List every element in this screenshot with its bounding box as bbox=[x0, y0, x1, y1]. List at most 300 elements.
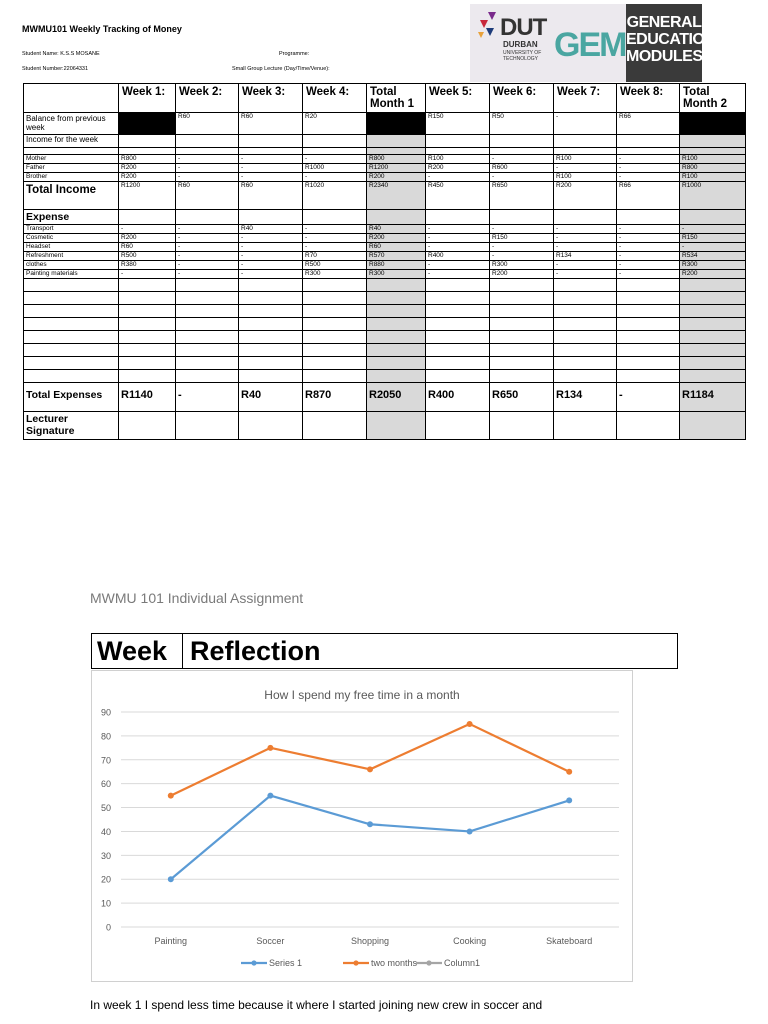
cell: R300 bbox=[367, 270, 426, 279]
header-row bbox=[24, 84, 746, 113]
empty-cell[interactable] bbox=[490, 357, 554, 370]
y-tick-label: 60 bbox=[100, 779, 111, 790]
expense-row bbox=[24, 243, 746, 252]
empty-cell[interactable] bbox=[680, 318, 746, 331]
empty-cell[interactable] bbox=[426, 279, 490, 292]
cell: R60 bbox=[239, 113, 303, 135]
cell bbox=[119, 113, 176, 135]
empty-cell[interactable] bbox=[680, 370, 746, 383]
row-label: Headset bbox=[24, 243, 119, 252]
cell: - bbox=[239, 234, 303, 243]
y-tick-label: 20 bbox=[100, 874, 111, 885]
cell: R100 bbox=[554, 173, 617, 182]
expense-row bbox=[24, 225, 746, 234]
cell: - bbox=[239, 155, 303, 164]
data-point bbox=[467, 828, 473, 834]
blank-row bbox=[24, 357, 746, 370]
cell: - bbox=[426, 261, 490, 270]
cell: R1200 bbox=[119, 182, 176, 210]
empty-cell[interactable] bbox=[303, 370, 367, 383]
cell: R1000 bbox=[303, 164, 367, 173]
empty-cell[interactable] bbox=[303, 305, 367, 318]
signature-cell[interactable] bbox=[367, 412, 426, 440]
empty-cell[interactable] bbox=[554, 318, 617, 331]
expense-row bbox=[24, 270, 746, 279]
expense-row bbox=[24, 234, 746, 243]
empty-cell[interactable] bbox=[617, 344, 680, 357]
cell: - bbox=[617, 225, 680, 234]
cell: R60 bbox=[367, 243, 426, 252]
reflection-heading: Reflection bbox=[190, 636, 321, 666]
y-tick-label: 30 bbox=[100, 850, 111, 861]
cell: - bbox=[426, 270, 490, 279]
empty-cell[interactable] bbox=[119, 279, 176, 292]
empty-cell[interactable] bbox=[176, 318, 239, 331]
income-row bbox=[24, 164, 746, 173]
cell: - bbox=[554, 164, 617, 173]
empty-cell[interactable] bbox=[24, 331, 119, 344]
cell: R200 bbox=[426, 164, 490, 173]
cell: R60 bbox=[176, 113, 239, 135]
row-label: Cosmetic bbox=[24, 234, 119, 243]
data-point bbox=[267, 793, 273, 799]
free-time-line-chart bbox=[91, 670, 633, 982]
cell: R66 bbox=[617, 182, 680, 210]
cell: - bbox=[554, 270, 617, 279]
cell: R134 bbox=[554, 383, 617, 412]
signature-cell[interactable] bbox=[490, 412, 554, 440]
empty-cell[interactable] bbox=[367, 318, 426, 331]
empty-cell[interactable] bbox=[24, 305, 119, 318]
x-tick-label: Painting bbox=[154, 936, 188, 946]
cell: R60 bbox=[119, 243, 176, 252]
cell: - bbox=[303, 155, 367, 164]
empty-cell[interactable] bbox=[680, 331, 746, 344]
cell: - bbox=[554, 243, 617, 252]
empty-cell[interactable] bbox=[24, 279, 119, 292]
empty-cell[interactable] bbox=[239, 279, 303, 292]
empty-cell[interactable] bbox=[554, 370, 617, 383]
cell: R100 bbox=[680, 155, 746, 164]
row-label: Total Income bbox=[24, 182, 119, 210]
reflection-header bbox=[91, 633, 678, 669]
dut-sub-1: DURBAN bbox=[503, 40, 538, 49]
signature-cell[interactable] bbox=[426, 412, 490, 440]
cell: R60 bbox=[176, 182, 239, 210]
blank-row bbox=[24, 370, 746, 383]
cell: - bbox=[303, 234, 367, 243]
data-point bbox=[367, 821, 373, 827]
empty-cell[interactable] bbox=[554, 331, 617, 344]
cell: R600 bbox=[490, 164, 554, 173]
cell: R100 bbox=[680, 173, 746, 182]
cell: R650 bbox=[490, 383, 554, 412]
cell: - bbox=[119, 225, 176, 234]
empty-cell[interactable] bbox=[119, 344, 176, 357]
blank-row bbox=[24, 344, 746, 357]
empty-cell[interactable] bbox=[426, 370, 490, 383]
col-header: Week 3: bbox=[239, 84, 303, 113]
cell: - bbox=[176, 270, 239, 279]
cell: R500 bbox=[119, 252, 176, 261]
col-header: Week 6: bbox=[490, 84, 554, 113]
gen-line-3: MODULES bbox=[626, 48, 703, 65]
cell bbox=[367, 113, 426, 135]
cell: R150 bbox=[680, 234, 746, 243]
dut-logo bbox=[470, 4, 548, 82]
signature-cell[interactable] bbox=[176, 412, 239, 440]
empty-cell[interactable] bbox=[490, 279, 554, 292]
cell: - bbox=[617, 164, 680, 173]
empty-cell[interactable] bbox=[426, 357, 490, 370]
week-heading: Week bbox=[92, 634, 183, 668]
empty-cell[interactable] bbox=[680, 357, 746, 370]
cell: - bbox=[617, 270, 680, 279]
row-label: Mother bbox=[24, 155, 119, 164]
cell: R70 bbox=[303, 252, 367, 261]
cell: - bbox=[176, 261, 239, 270]
blank-row bbox=[24, 279, 746, 292]
empty-cell[interactable] bbox=[176, 357, 239, 370]
cell: - bbox=[119, 270, 176, 279]
empty-cell[interactable] bbox=[680, 344, 746, 357]
empty-cell[interactable] bbox=[24, 344, 119, 357]
row-label: Painting materials bbox=[24, 270, 119, 279]
blank-row bbox=[24, 305, 746, 318]
cell: - bbox=[554, 113, 617, 135]
y-tick-label: 80 bbox=[100, 731, 111, 742]
legend-label: two months bbox=[371, 958, 418, 968]
cell: - bbox=[176, 164, 239, 173]
empty-cell[interactable] bbox=[490, 344, 554, 357]
empty-cell[interactable] bbox=[303, 357, 367, 370]
cell: R1140 bbox=[119, 383, 176, 412]
cell: R100 bbox=[426, 155, 490, 164]
row-label: Expense bbox=[24, 210, 119, 225]
empty-cell[interactable] bbox=[617, 331, 680, 344]
balance-row bbox=[24, 113, 746, 135]
cell: - bbox=[490, 173, 554, 182]
cell: R300 bbox=[680, 261, 746, 270]
cell: R2340 bbox=[367, 182, 426, 210]
cell: R40 bbox=[367, 225, 426, 234]
cell: R2050 bbox=[367, 383, 426, 412]
empty-cell[interactable] bbox=[119, 292, 176, 305]
x-tick-label: Skateboard bbox=[546, 936, 593, 946]
empty-cell[interactable] bbox=[119, 357, 176, 370]
cell: - bbox=[617, 173, 680, 182]
cell: - bbox=[176, 252, 239, 261]
y-tick-label: 90 bbox=[100, 707, 111, 718]
empty-cell[interactable] bbox=[119, 305, 176, 318]
empty-cell[interactable] bbox=[303, 318, 367, 331]
signature-cell[interactable] bbox=[119, 412, 176, 440]
empty-cell[interactable] bbox=[554, 279, 617, 292]
col-header: Week 8: bbox=[617, 84, 680, 113]
cell: R40 bbox=[239, 383, 303, 412]
empty-cell[interactable] bbox=[490, 305, 554, 318]
cell: R50 bbox=[490, 113, 554, 135]
empty-cell[interactable] bbox=[490, 318, 554, 331]
cell: R200 bbox=[119, 164, 176, 173]
empty-cell[interactable] bbox=[239, 370, 303, 383]
empty-cell[interactable] bbox=[176, 370, 239, 383]
cell: - bbox=[680, 225, 746, 234]
blank-row bbox=[24, 331, 746, 344]
dut-sub-3: TECHNOLOGY bbox=[503, 56, 539, 62]
cell: R100 bbox=[554, 155, 617, 164]
cell: R200 bbox=[119, 234, 176, 243]
legend-marker bbox=[426, 960, 431, 965]
total-income-row bbox=[24, 182, 746, 210]
empty-cell[interactable] bbox=[554, 305, 617, 318]
data-point bbox=[267, 745, 273, 751]
cell: - bbox=[617, 383, 680, 412]
col-header: Week 7: bbox=[554, 84, 617, 113]
cell bbox=[680, 113, 746, 135]
y-tick-label: 40 bbox=[100, 826, 111, 837]
cell: - bbox=[239, 243, 303, 252]
cell: R200 bbox=[554, 182, 617, 210]
cell: R200 bbox=[367, 234, 426, 243]
empty-cell[interactable] bbox=[303, 344, 367, 357]
cell: - bbox=[239, 270, 303, 279]
cell: R200 bbox=[119, 173, 176, 182]
row-label: Total Expenses bbox=[24, 383, 119, 412]
x-tick-label: Soccer bbox=[256, 936, 285, 946]
cell: - bbox=[617, 261, 680, 270]
data-point bbox=[566, 797, 572, 803]
empty-cell[interactable] bbox=[24, 292, 119, 305]
cell: - bbox=[239, 164, 303, 173]
cell: R40 bbox=[239, 225, 303, 234]
empty-cell[interactable] bbox=[24, 318, 119, 331]
empty-cell[interactable] bbox=[490, 370, 554, 383]
empty-cell[interactable] bbox=[176, 344, 239, 357]
cell: R300 bbox=[303, 270, 367, 279]
cell: - bbox=[490, 225, 554, 234]
data-point bbox=[168, 793, 174, 799]
empty-cell[interactable] bbox=[367, 331, 426, 344]
empty-cell[interactable] bbox=[24, 370, 119, 383]
cell: R200 bbox=[490, 270, 554, 279]
y-tick-label: 10 bbox=[100, 898, 111, 909]
empty-cell[interactable] bbox=[239, 305, 303, 318]
cell: R60 bbox=[239, 182, 303, 210]
empty-cell[interactable] bbox=[239, 292, 303, 305]
cell: - bbox=[617, 252, 680, 261]
empty-cell[interactable] bbox=[303, 331, 367, 344]
row-label: Brother bbox=[24, 173, 119, 182]
empty-cell[interactable] bbox=[176, 305, 239, 318]
row-label: Balance from previous week bbox=[24, 113, 119, 135]
lecture-label: Small Group Lecture (Day/Time/Venue): bbox=[232, 66, 330, 72]
signature-cell[interactable] bbox=[303, 412, 367, 440]
empty-cell[interactable] bbox=[617, 357, 680, 370]
empty-cell[interactable] bbox=[426, 344, 490, 357]
cell: - bbox=[239, 261, 303, 270]
empty-cell[interactable] bbox=[119, 318, 176, 331]
empty-cell[interactable] bbox=[554, 344, 617, 357]
cell: - bbox=[239, 252, 303, 261]
empty-cell[interactable] bbox=[554, 357, 617, 370]
col-header: Total Month 1 bbox=[367, 84, 426, 113]
empty-cell[interactable] bbox=[239, 331, 303, 344]
empty-cell[interactable] bbox=[239, 344, 303, 357]
col-header: Week 4: bbox=[303, 84, 367, 113]
spacer-row bbox=[24, 148, 746, 155]
y-tick-label: 70 bbox=[100, 755, 111, 766]
expense-label-row bbox=[24, 210, 746, 225]
cell: - bbox=[554, 225, 617, 234]
cell: R1020 bbox=[303, 182, 367, 210]
expense-row bbox=[24, 252, 746, 261]
cell: R800 bbox=[119, 155, 176, 164]
empty-cell[interactable] bbox=[239, 357, 303, 370]
gem-wordmark: GEM bbox=[554, 26, 626, 64]
cell: - bbox=[554, 234, 617, 243]
cell: R380 bbox=[119, 261, 176, 270]
cell: - bbox=[426, 225, 490, 234]
empty-cell[interactable] bbox=[426, 318, 490, 331]
row-label: Income for the week bbox=[24, 135, 119, 148]
signature-cell[interactable] bbox=[617, 412, 680, 440]
cell: R450 bbox=[426, 182, 490, 210]
data-point bbox=[367, 766, 373, 772]
money-tracking-table bbox=[23, 83, 746, 440]
cell: - bbox=[554, 261, 617, 270]
signature-cell[interactable] bbox=[239, 412, 303, 440]
row-label: clothes bbox=[24, 261, 119, 270]
y-tick-label: 0 bbox=[105, 922, 111, 933]
cell: R800 bbox=[367, 155, 426, 164]
empty-cell[interactable] bbox=[617, 370, 680, 383]
series-line bbox=[171, 796, 569, 880]
empty-cell[interactable] bbox=[119, 331, 176, 344]
empty-cell[interactable] bbox=[367, 305, 426, 318]
empty-cell[interactable] bbox=[176, 279, 239, 292]
empty-cell[interactable] bbox=[303, 279, 367, 292]
empty-cell[interactable] bbox=[367, 344, 426, 357]
cell: R570 bbox=[367, 252, 426, 261]
cell: R650 bbox=[490, 182, 554, 210]
legend-marker bbox=[353, 960, 358, 965]
reflection-paragraph: In week 1 I spend less time because it where I started joining new crew in soccer and bbox=[90, 998, 543, 1012]
empty-cell[interactable] bbox=[680, 279, 746, 292]
data-point bbox=[467, 721, 473, 727]
cell: - bbox=[176, 234, 239, 243]
empty-cell[interactable] bbox=[367, 292, 426, 305]
empty-cell[interactable] bbox=[426, 331, 490, 344]
programme-label: Programme: bbox=[279, 51, 310, 57]
blank-row bbox=[24, 292, 746, 305]
cell: R66 bbox=[617, 113, 680, 135]
cell: R870 bbox=[303, 383, 367, 412]
cell: - bbox=[426, 173, 490, 182]
cell: - bbox=[176, 173, 239, 182]
cell: R880 bbox=[367, 261, 426, 270]
empty-cell[interactable] bbox=[554, 292, 617, 305]
cell: R1184 bbox=[680, 383, 746, 412]
empty-cell[interactable] bbox=[490, 292, 554, 305]
row-label: Transport bbox=[24, 225, 119, 234]
cell: R400 bbox=[426, 383, 490, 412]
empty-cell[interactable] bbox=[303, 292, 367, 305]
cell: R534 bbox=[680, 252, 746, 261]
empty-cell[interactable] bbox=[367, 370, 426, 383]
cell: - bbox=[303, 243, 367, 252]
empty-cell[interactable] bbox=[426, 305, 490, 318]
cell: R20 bbox=[303, 113, 367, 135]
cell: - bbox=[303, 225, 367, 234]
cell: - bbox=[176, 225, 239, 234]
empty-cell[interactable] bbox=[617, 318, 680, 331]
empty-cell[interactable] bbox=[176, 331, 239, 344]
row-label: Lecturer Signature bbox=[24, 412, 119, 440]
signature-cell[interactable] bbox=[554, 412, 617, 440]
data-point bbox=[566, 769, 572, 775]
empty-cell[interactable] bbox=[176, 292, 239, 305]
cell: - bbox=[303, 173, 367, 182]
cell: - bbox=[426, 243, 490, 252]
cell: - bbox=[176, 383, 239, 412]
gen-line-2: EDUCATION bbox=[626, 31, 716, 48]
cell: R300 bbox=[490, 261, 554, 270]
empty-cell[interactable] bbox=[617, 292, 680, 305]
legend-label: Series 1 bbox=[269, 958, 303, 968]
cell: R150 bbox=[490, 234, 554, 243]
cell: - bbox=[617, 243, 680, 252]
col-header: Total Month 2 bbox=[680, 84, 746, 113]
empty-cell[interactable] bbox=[367, 357, 426, 370]
row-label: Refreshment bbox=[24, 252, 119, 261]
cell: R1000 bbox=[680, 182, 746, 210]
income-row bbox=[24, 173, 746, 182]
empty-cell[interactable] bbox=[367, 279, 426, 292]
legend-marker bbox=[251, 960, 256, 965]
col-header: Week 1: bbox=[119, 84, 176, 113]
legend-label: Column1 bbox=[444, 958, 481, 968]
cell: - bbox=[176, 243, 239, 252]
cell: R150 bbox=[426, 113, 490, 135]
empty-cell[interactable] bbox=[617, 279, 680, 292]
empty-cell[interactable] bbox=[426, 292, 490, 305]
dut-wordmark: DUT bbox=[500, 14, 547, 41]
empty-cell[interactable] bbox=[239, 318, 303, 331]
empty-cell[interactable] bbox=[617, 305, 680, 318]
empty-cell[interactable] bbox=[24, 357, 119, 370]
income-label-row bbox=[24, 135, 746, 148]
expense-row bbox=[24, 261, 746, 270]
dut-sub-2: UNIVERSITY OF bbox=[503, 50, 542, 56]
cell: - bbox=[490, 155, 554, 164]
cell: R800 bbox=[680, 164, 746, 173]
empty-cell[interactable] bbox=[119, 370, 176, 383]
cell: - bbox=[426, 234, 490, 243]
signature-cell[interactable] bbox=[680, 412, 746, 440]
empty-cell[interactable] bbox=[490, 331, 554, 344]
header-corner bbox=[24, 84, 119, 113]
cell: - bbox=[176, 155, 239, 164]
empty-cell[interactable] bbox=[680, 292, 746, 305]
empty-cell[interactable] bbox=[680, 305, 746, 318]
cell: - bbox=[490, 252, 554, 261]
cell: R500 bbox=[303, 261, 367, 270]
cell: - bbox=[617, 155, 680, 164]
signature-row bbox=[24, 412, 746, 440]
general-education-modules-logo bbox=[626, 4, 716, 82]
cell: - bbox=[617, 234, 680, 243]
